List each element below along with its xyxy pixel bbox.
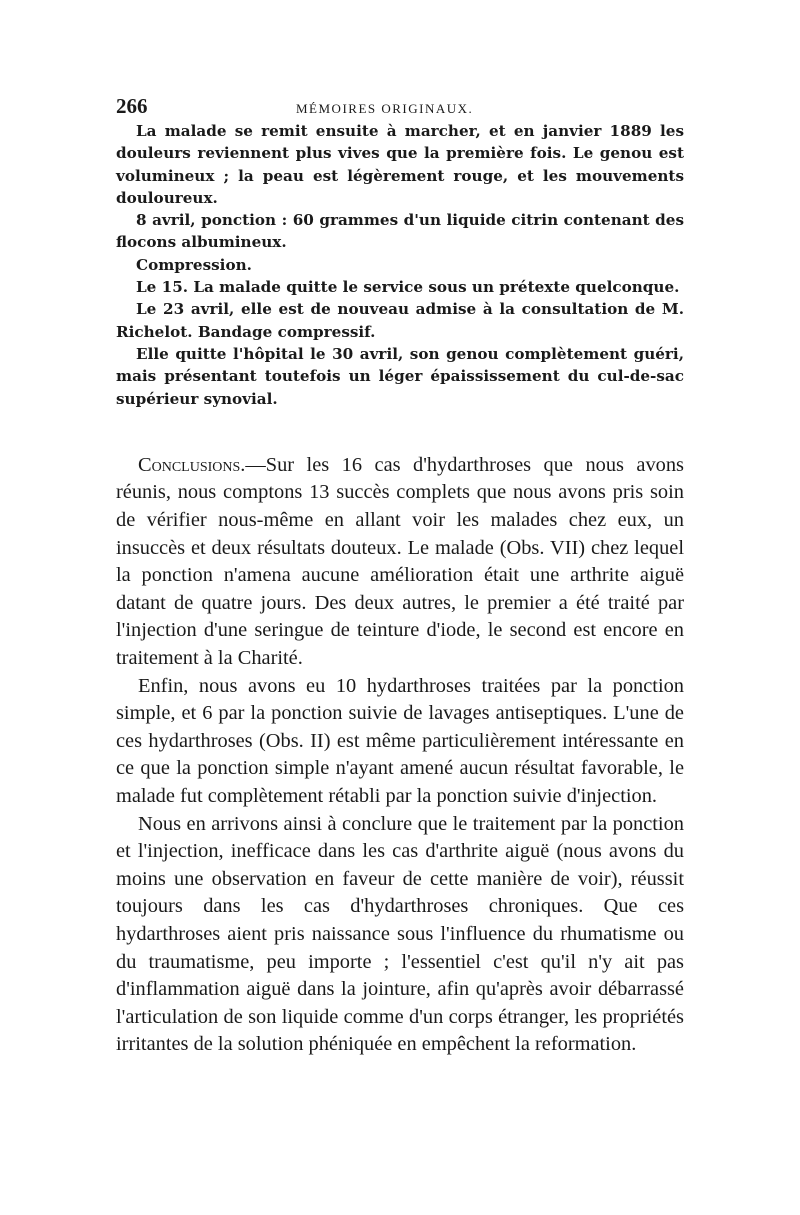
case-note: Compression. — [136, 255, 252, 274]
case-note: Elle quitte l'hôpital le 30 avril, son genou complètement guéri, mais présentant toutefois un léger épaississement du cul-de-sac supérieur synovial. — [116, 344, 684, 408]
conclusions-section — [116, 452, 684, 1059]
case-note: La malade se remit ensuite à marcher, et en janvier 1889 les douleurs reviennent plus vives que la première fois. Le genou est volumineux ; la peau est légèrement rouge, et les mouvements douloureux. — [116, 122, 684, 207]
section-gap — [116, 410, 684, 452]
conclusions-paragraph: Nous en arrivons ainsi à conclure que le traitement par la ponction et l'injection, inefficace dans les cas d'arthrite aiguë (nous avons du moins une observation en faveur de cette manière de voir), réussit toujours dans les cas d'hydarthroses chroniques. Que ces hydarthroses aient pris naissance sous l'influence du rhumatisme ou du traumatisme, peu importe ; l'essentiel c'est qu'il n'y ait pas d'inflammation aiguë dans la jointure, afin qu'après avoir débarrassé l'articulation de son liquide comme d'un corps étranger, les propriétés irritantes de la solution phéniquée en empêchent la reformation. — [116, 812, 684, 1056]
case-note: Le 15. La malade quitte le service sous un prétexte quelconque. — [136, 278, 680, 297]
conclusions-text: —Sur les 16 cas d'hydarthroses que nous avons réunis, nous comptons 13 succès complets que nous avons pris soin de vérifier nous-même en allant voir les malades chez eux, un insuccès et deux résultats douteux. Le malade (Obs. VII) chez lequel la ponction n'amena aucune amélioration était une arthrite aiguë datant de quatre jours. Des deux autres, le premier a été traité par l'injection d'une seringue de teinture d'iode, le second est encore en traitement à la Charité. — [116, 453, 684, 670]
page-number: 266 — [116, 94, 148, 118]
running-title: MÉMOIRES ORIGINAUX. — [296, 101, 474, 116]
page-header — [116, 94, 684, 120]
conclusions-paragraph: Enfin, nous avons eu 10 hydarthroses traitées par la ponction simple, et 6 par la ponction suivie de lavages antiseptiques. L'une de ces hydarthroses (Obs. II) est même particulièrement intéressante en ce que la ponction simple n'ayant amené aucun résultat favorable, le malade fut complètement rétabli par la ponction suivie d'injection. — [116, 674, 684, 807]
case-notes — [116, 120, 684, 410]
book-page — [116, 94, 684, 1059]
conclusions-heading: Conclusions. — [138, 453, 246, 476]
case-note: 8 avril, ponction : 60 grammes d'un liquide citrin contenant des flocons albumineux. — [116, 211, 684, 252]
case-note: Le 23 avril, elle est de nouveau admise à la consultation de M. Richelot. Bandage compressif. — [116, 300, 684, 341]
conclusions-paragraph — [116, 452, 684, 673]
